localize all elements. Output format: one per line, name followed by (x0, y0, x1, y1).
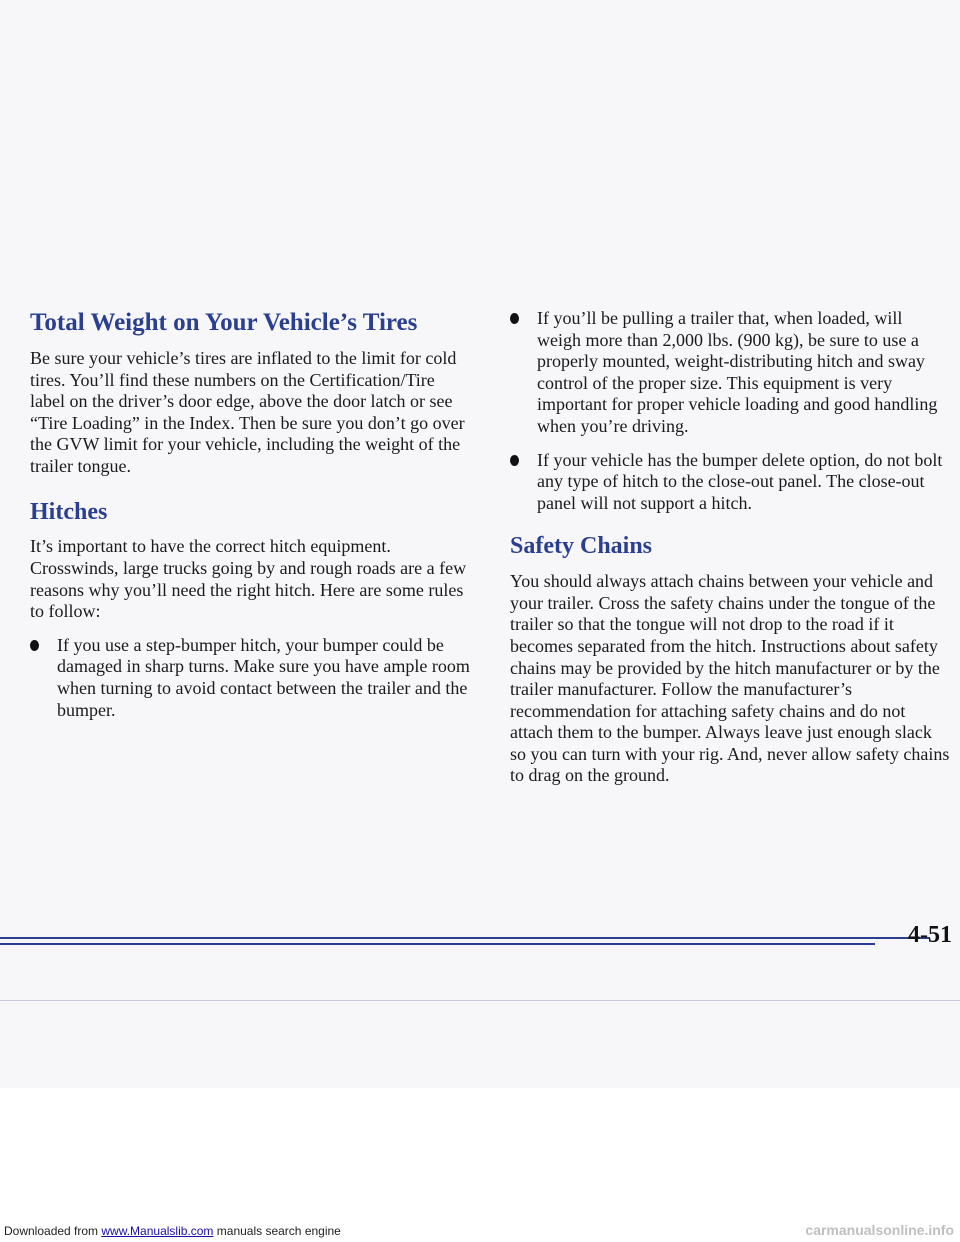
paragraph-total-weight: Be sure your vehicle’s tires are inflated to the limit for cold tires. You’ll find these numbers on the Certification/Tire label on the driver’s door edge, above the door latch or see “Tire Loading” in the Index. Then be sure you don’t go over the GVW limit for your vehicle, including the weight of the trailer tongue. (30, 348, 465, 476)
manualslib-link[interactable]: www.Manualslib.com (101, 1224, 214, 1238)
heading-total-weight: Total Weight on Your Vehicle’s Tires (30, 309, 418, 336)
paragraph-safety-chains: You should always attach chains between your vehicle and your trailer. Cross the safety chains under the tongue of the trailer so that the tongue will not drop to the road if it becomes separated from the hitch. Instructions about safety chains may be provided by the hitch manufacturer or by the trailer manufacturer. Follow the manufacturer’s recommendation for attaching safety chains and do not attach them to the bumper. Always leave just enough slack so you can turn with your rig. And, never allow safety chains to drag on the ground. (510, 571, 950, 786)
hitch-rules-bullet-list (510, 308, 950, 514)
bullet-icon (510, 313, 519, 324)
bullet-text: If you use a step-bumper hitch, your bumper could be damaged in sharp turns. Make sure you have ample room when turning to avoid contact between the trailer and the bumper. (57, 634, 470, 720)
left-column (30, 308, 470, 721)
bullet-text: If your vehicle has the bumper delete option, do not bolt any type of hitch to the close-out panel. The close-out panel will not support a hitch. (537, 449, 943, 513)
paragraph-hitches: It’s important to have the correct hitch equipment. Crosswinds, large trucks going by and rough roads are a few reasons why you’ll need the right hitch. Here are some rules to follow: (30, 536, 467, 622)
heading-hitches: Hitches (30, 498, 108, 525)
right-column (510, 308, 950, 787)
list-item (510, 450, 950, 515)
bullet-text: If you’ll be pulling a trailer that, when loaded, will weigh more than 2,000 lbs. (900 kg), be sure to use a properly mounted, weight-distributing hitch and sway control of the proper size. This equipment is very important for proper vehicle loading and good handling when you’re driving. (537, 308, 938, 436)
page-rule-bottom (0, 943, 875, 945)
footer-suffix: manuals search engine (213, 1224, 341, 1238)
page-number: 4-51 (908, 922, 952, 948)
bullet-icon (30, 640, 39, 651)
page-rule-top (0, 937, 930, 939)
footer-prefix: Downloaded from (4, 1224, 102, 1238)
heading-safety-chains: Safety Chains (510, 533, 653, 560)
list-item (30, 635, 470, 721)
bullet-icon (510, 455, 519, 466)
list-item (510, 308, 950, 438)
download-footer (4, 1224, 341, 1238)
hitches-bullet-list (30, 635, 470, 721)
page-rule-light (0, 1000, 960, 1001)
site-watermark: carmanualsonline.info (805, 1222, 954, 1238)
